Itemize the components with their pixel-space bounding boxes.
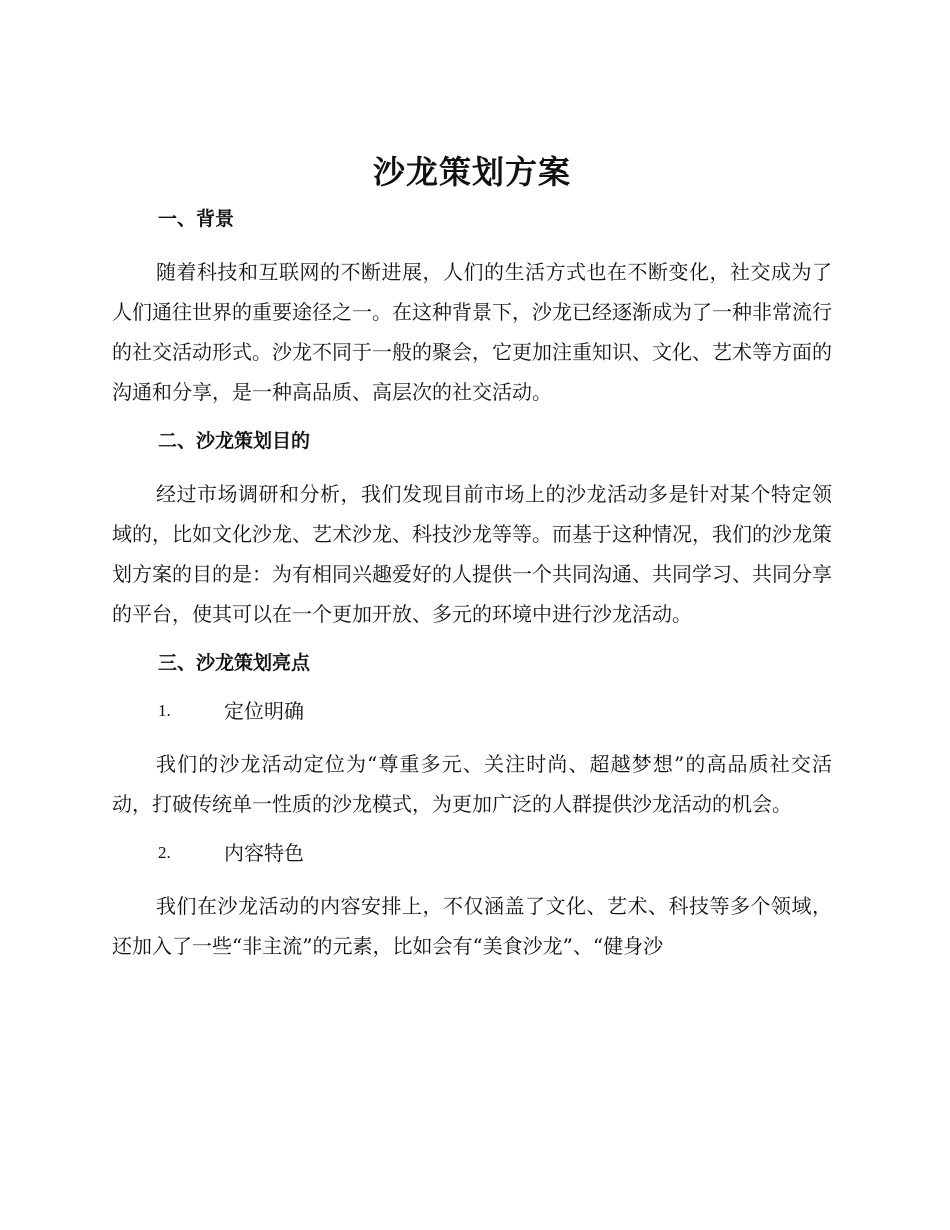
section-heading: 一、背景 [158,208,235,230]
section-paragraph: 经过市场调研和分析，我们发现目前市场上的沙龙活动多是针对某个特定领域的，比如文化沙龙、艺术沙龙、科技沙龙等等。而基于这种情况，我们的沙龙策划方案的目的是：为有相同兴趣爱好的人提供一个共同沟通、共同学习、共同分享的平台，使其可以在一个更加开放、多元的环境中进行沙龙活动。 [112,482,832,626]
subsection-paragraph: 我们的沙龙活动定位为“尊重多元、关注时尚、超越梦想”的高品质社交活动，打破传统单一性质的沙龙模式，为更加广泛的人群提供沙龙活动的机会。 [112,752,832,816]
list-number: 1. [158,701,171,720]
section-paragraph: 随着科技和互联网的不断进展，人们的生活方式也在不断变化，社交成为了人们通往世界的重要途径之一。在这种背景下，沙龙已经逐渐成为了一种非常流行的社交活动形式。沙龙不同于一般的聚会，它更加注重知识、文化、艺术等方面的沟通和分享，是一种高品质、高层次的社交活动。 [112,260,832,404]
numbered-subheading [112,838,832,868]
section-background [112,204,832,412]
document-title: 沙龙策划方案 [372,153,571,191]
subheading-label: 定位明确 [224,699,304,723]
section-heading: 三、沙龙策划亮点 [158,652,311,674]
document-body [112,150,832,980]
section-purpose [112,426,832,634]
section-highlights [112,648,832,966]
list-number: 2. [158,843,171,862]
section-heading: 二、沙龙策划目的 [158,430,311,452]
subsection-paragraph: 我们在沙龙活动的内容安排上，不仅涵盖了文化、艺术、科技等多个领域，还加入了一些“非主流”的元素，比如会有“美食沙龙”、“健身沙 [112,894,832,958]
subheading-label: 内容特色 [224,841,304,865]
numbered-subheading [112,696,832,726]
